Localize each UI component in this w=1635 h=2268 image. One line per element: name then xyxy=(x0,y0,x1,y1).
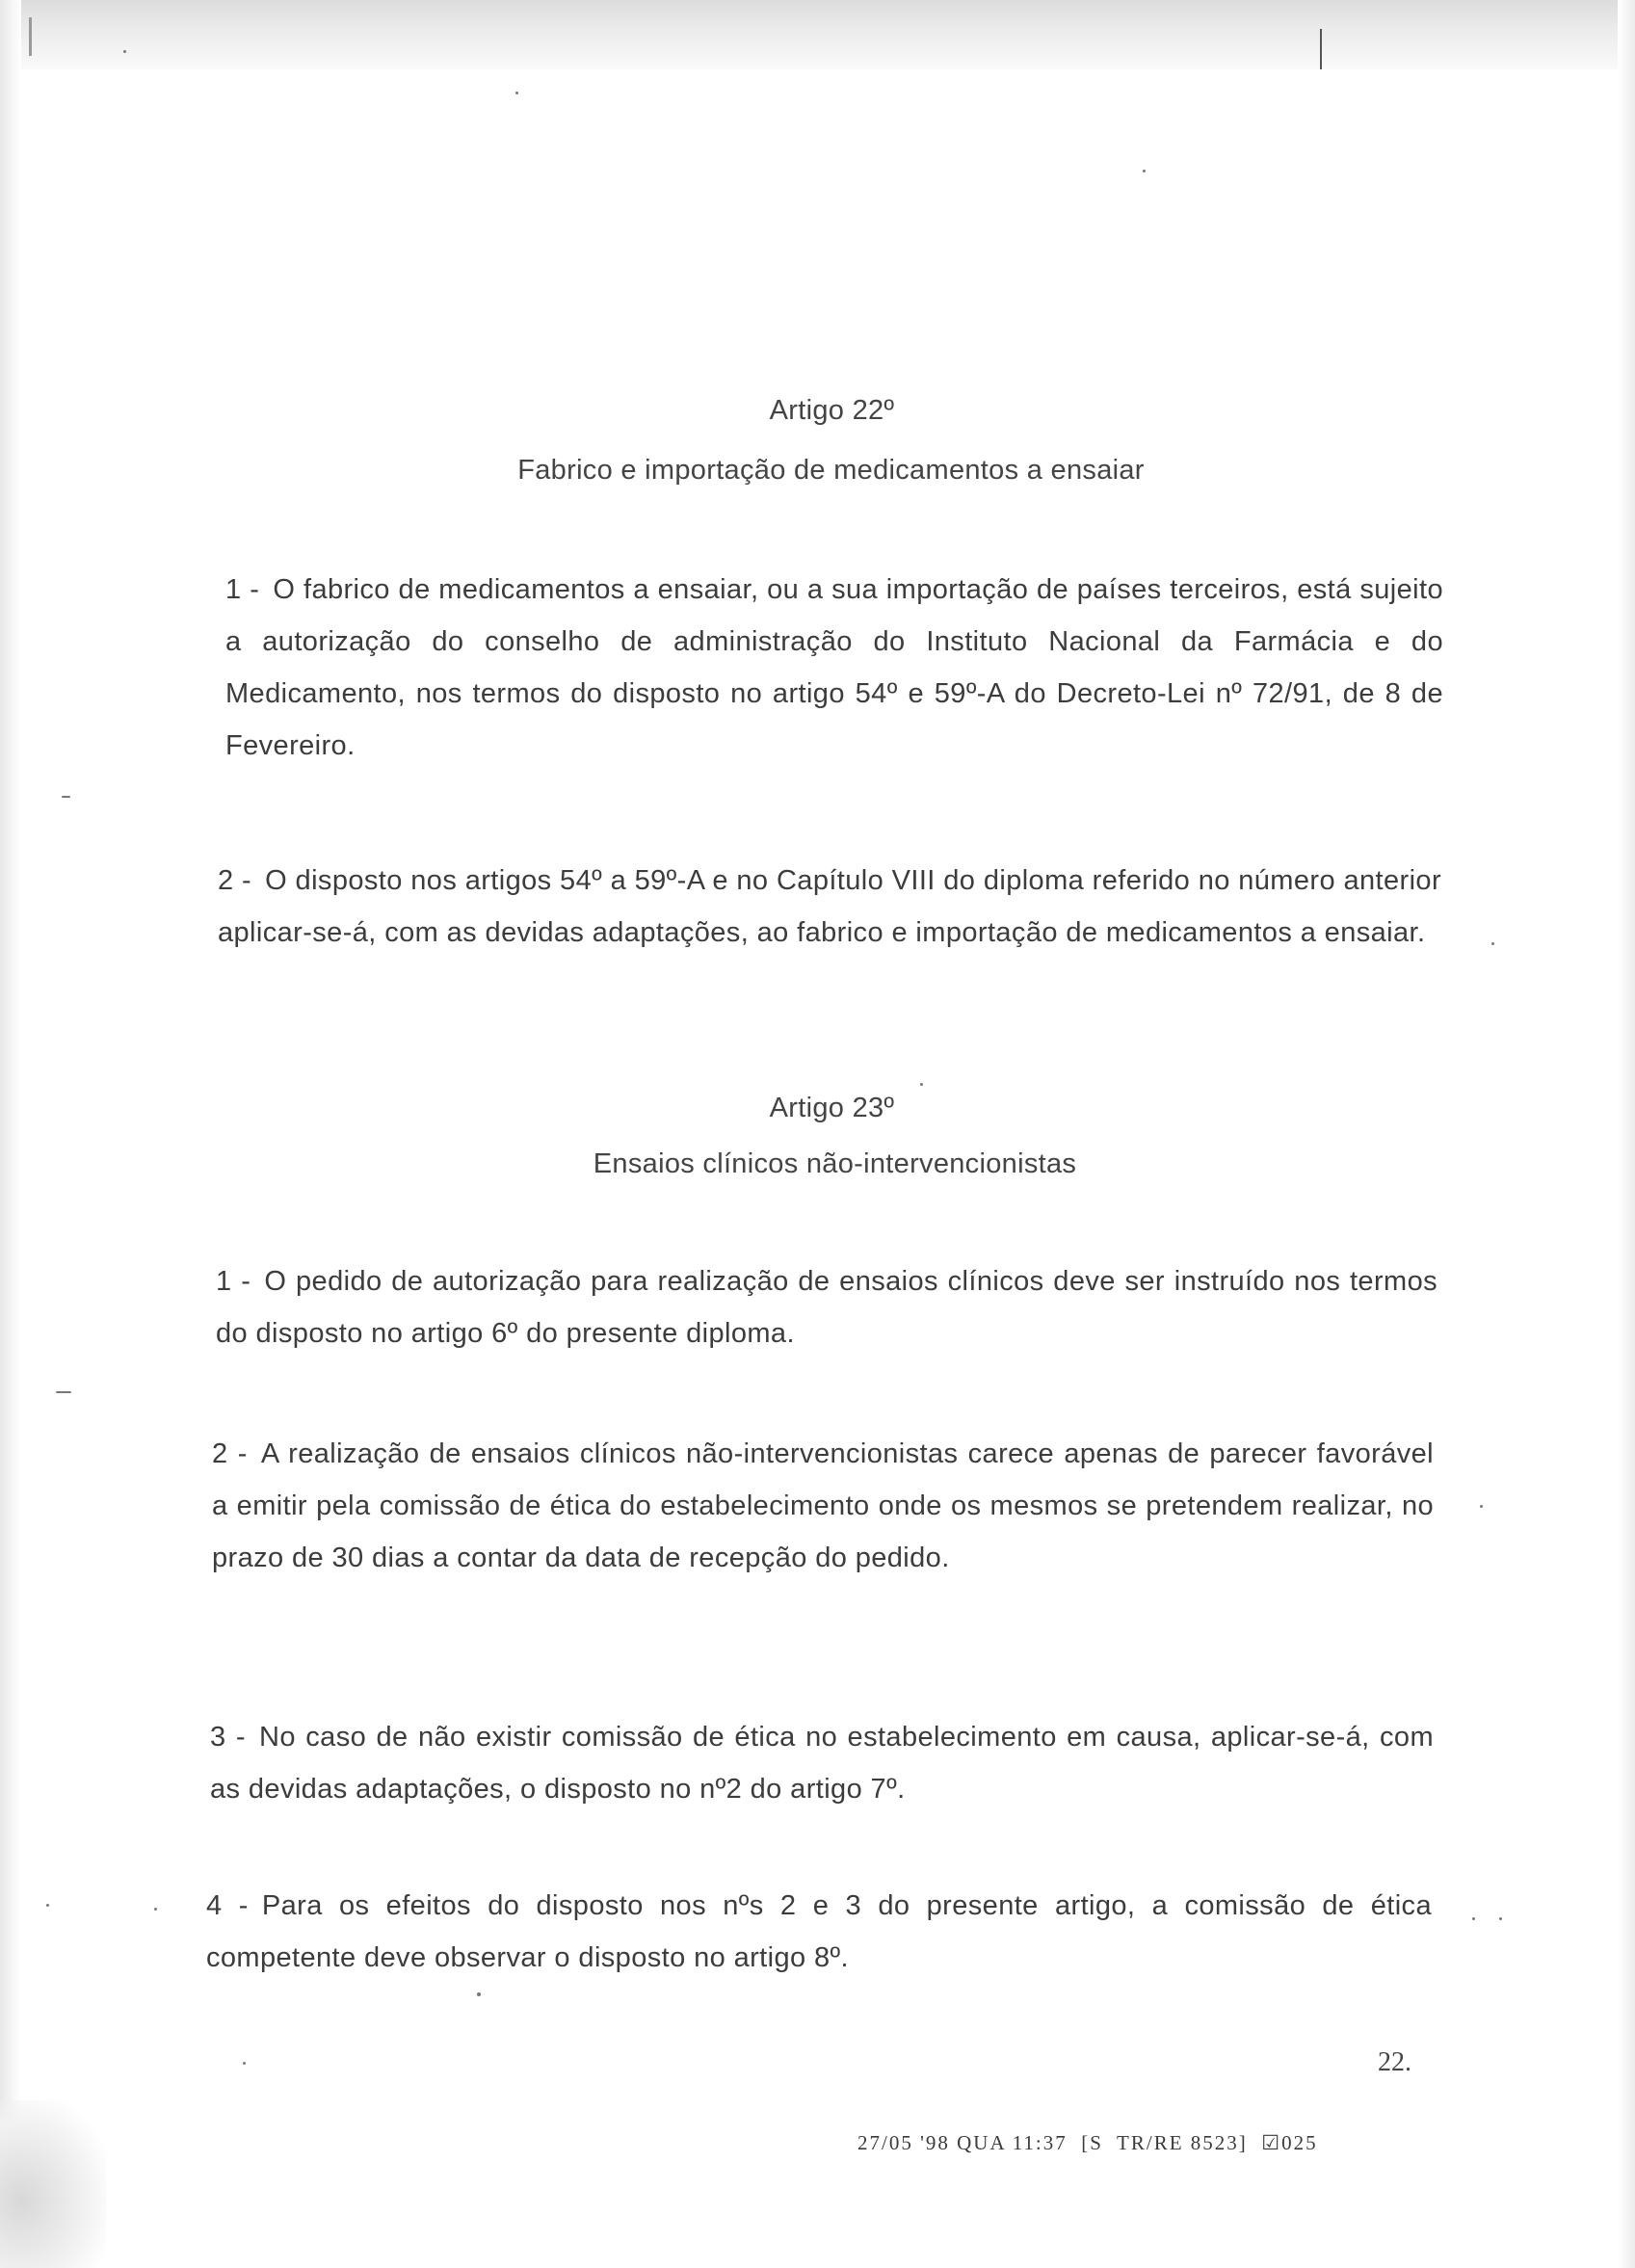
article-23-title: Ensaios clínicos não-intervencionistas xyxy=(593,1148,1077,1179)
paragraph-number: 4 - xyxy=(206,1890,249,1921)
paragraph-number: 1 - xyxy=(225,574,260,605)
article-23-paragraph-3 xyxy=(210,1711,1434,1815)
paragraph-text: No caso de não existir comissão de ética no estabelecimento em causa, aplicar-se-á, com as devidas adaptações, o disposto no nº2 do artigo 7º. xyxy=(210,1722,1434,1805)
paragraph-text: O fabrico de medicamentos a ensaiar, ou a sua importação de países terceiros, está sujeito a autorização do conselho de administração do Instituto Nacional da Farmácia e do Medicamento, nos termos do disposto no artigo 54º e 59º-A do Decreto-Lei nº 72/91, de 8 de Fevereiro. xyxy=(225,574,1444,761)
article-22-title: Fabrico e importação de medicamentos a ensaiar xyxy=(517,455,1145,486)
paragraph-number: 2 - xyxy=(218,865,252,896)
paragraph-number: 1 - xyxy=(216,1266,251,1297)
article-22-paragraph-1 xyxy=(225,564,1443,772)
paragraph-text: A realização de ensaios clínicos não-intervencionistas carece apenas de parecer favorável a emitir pela comissão de ética do estabelecimento onde os mesmos se pretendem realizar, no prazo de 30 dias a contar da data de recepção do pedido. xyxy=(212,1438,1434,1573)
article-23-paragraph-4 xyxy=(206,1880,1432,1984)
article-23-paragraph-2 xyxy=(212,1428,1434,1584)
paragraph-text: O disposto nos artigos 54º a 59º-A e no Capítulo VIII do diploma referido no número anterior aplicar-se-á, com as devidas adaptações, ao fabrico e importação de medicamentos a ensaiar. xyxy=(218,865,1442,948)
article-22-paragraph-2 xyxy=(218,855,1441,959)
page-number: 22. xyxy=(1378,2047,1411,2077)
article-23-heading: Artigo 23º xyxy=(769,1093,895,1123)
fax-transmission-header: 27/05 '98 QUA 11:37 [S TR/RE 8523] ☑025 xyxy=(857,2131,1318,2154)
paragraph-text: Para os efeitos do disposto nos nºs 2 e 3 do presente artigo, a comissão de ética competente deve observar o disposto no artigo 8º. xyxy=(206,1890,1432,1973)
article-22-heading: Artigo 22º xyxy=(769,395,895,426)
article-23-paragraph-1 xyxy=(216,1255,1437,1359)
paragraph-number: 2 - xyxy=(212,1438,248,1469)
paragraph-text: O pedido de autorização para realização de ensaios clínicos deve ser instruído nos termos do disposto no artigo 6º do presente diploma. xyxy=(216,1266,1438,1349)
paragraph-number: 3 - xyxy=(210,1722,246,1753)
